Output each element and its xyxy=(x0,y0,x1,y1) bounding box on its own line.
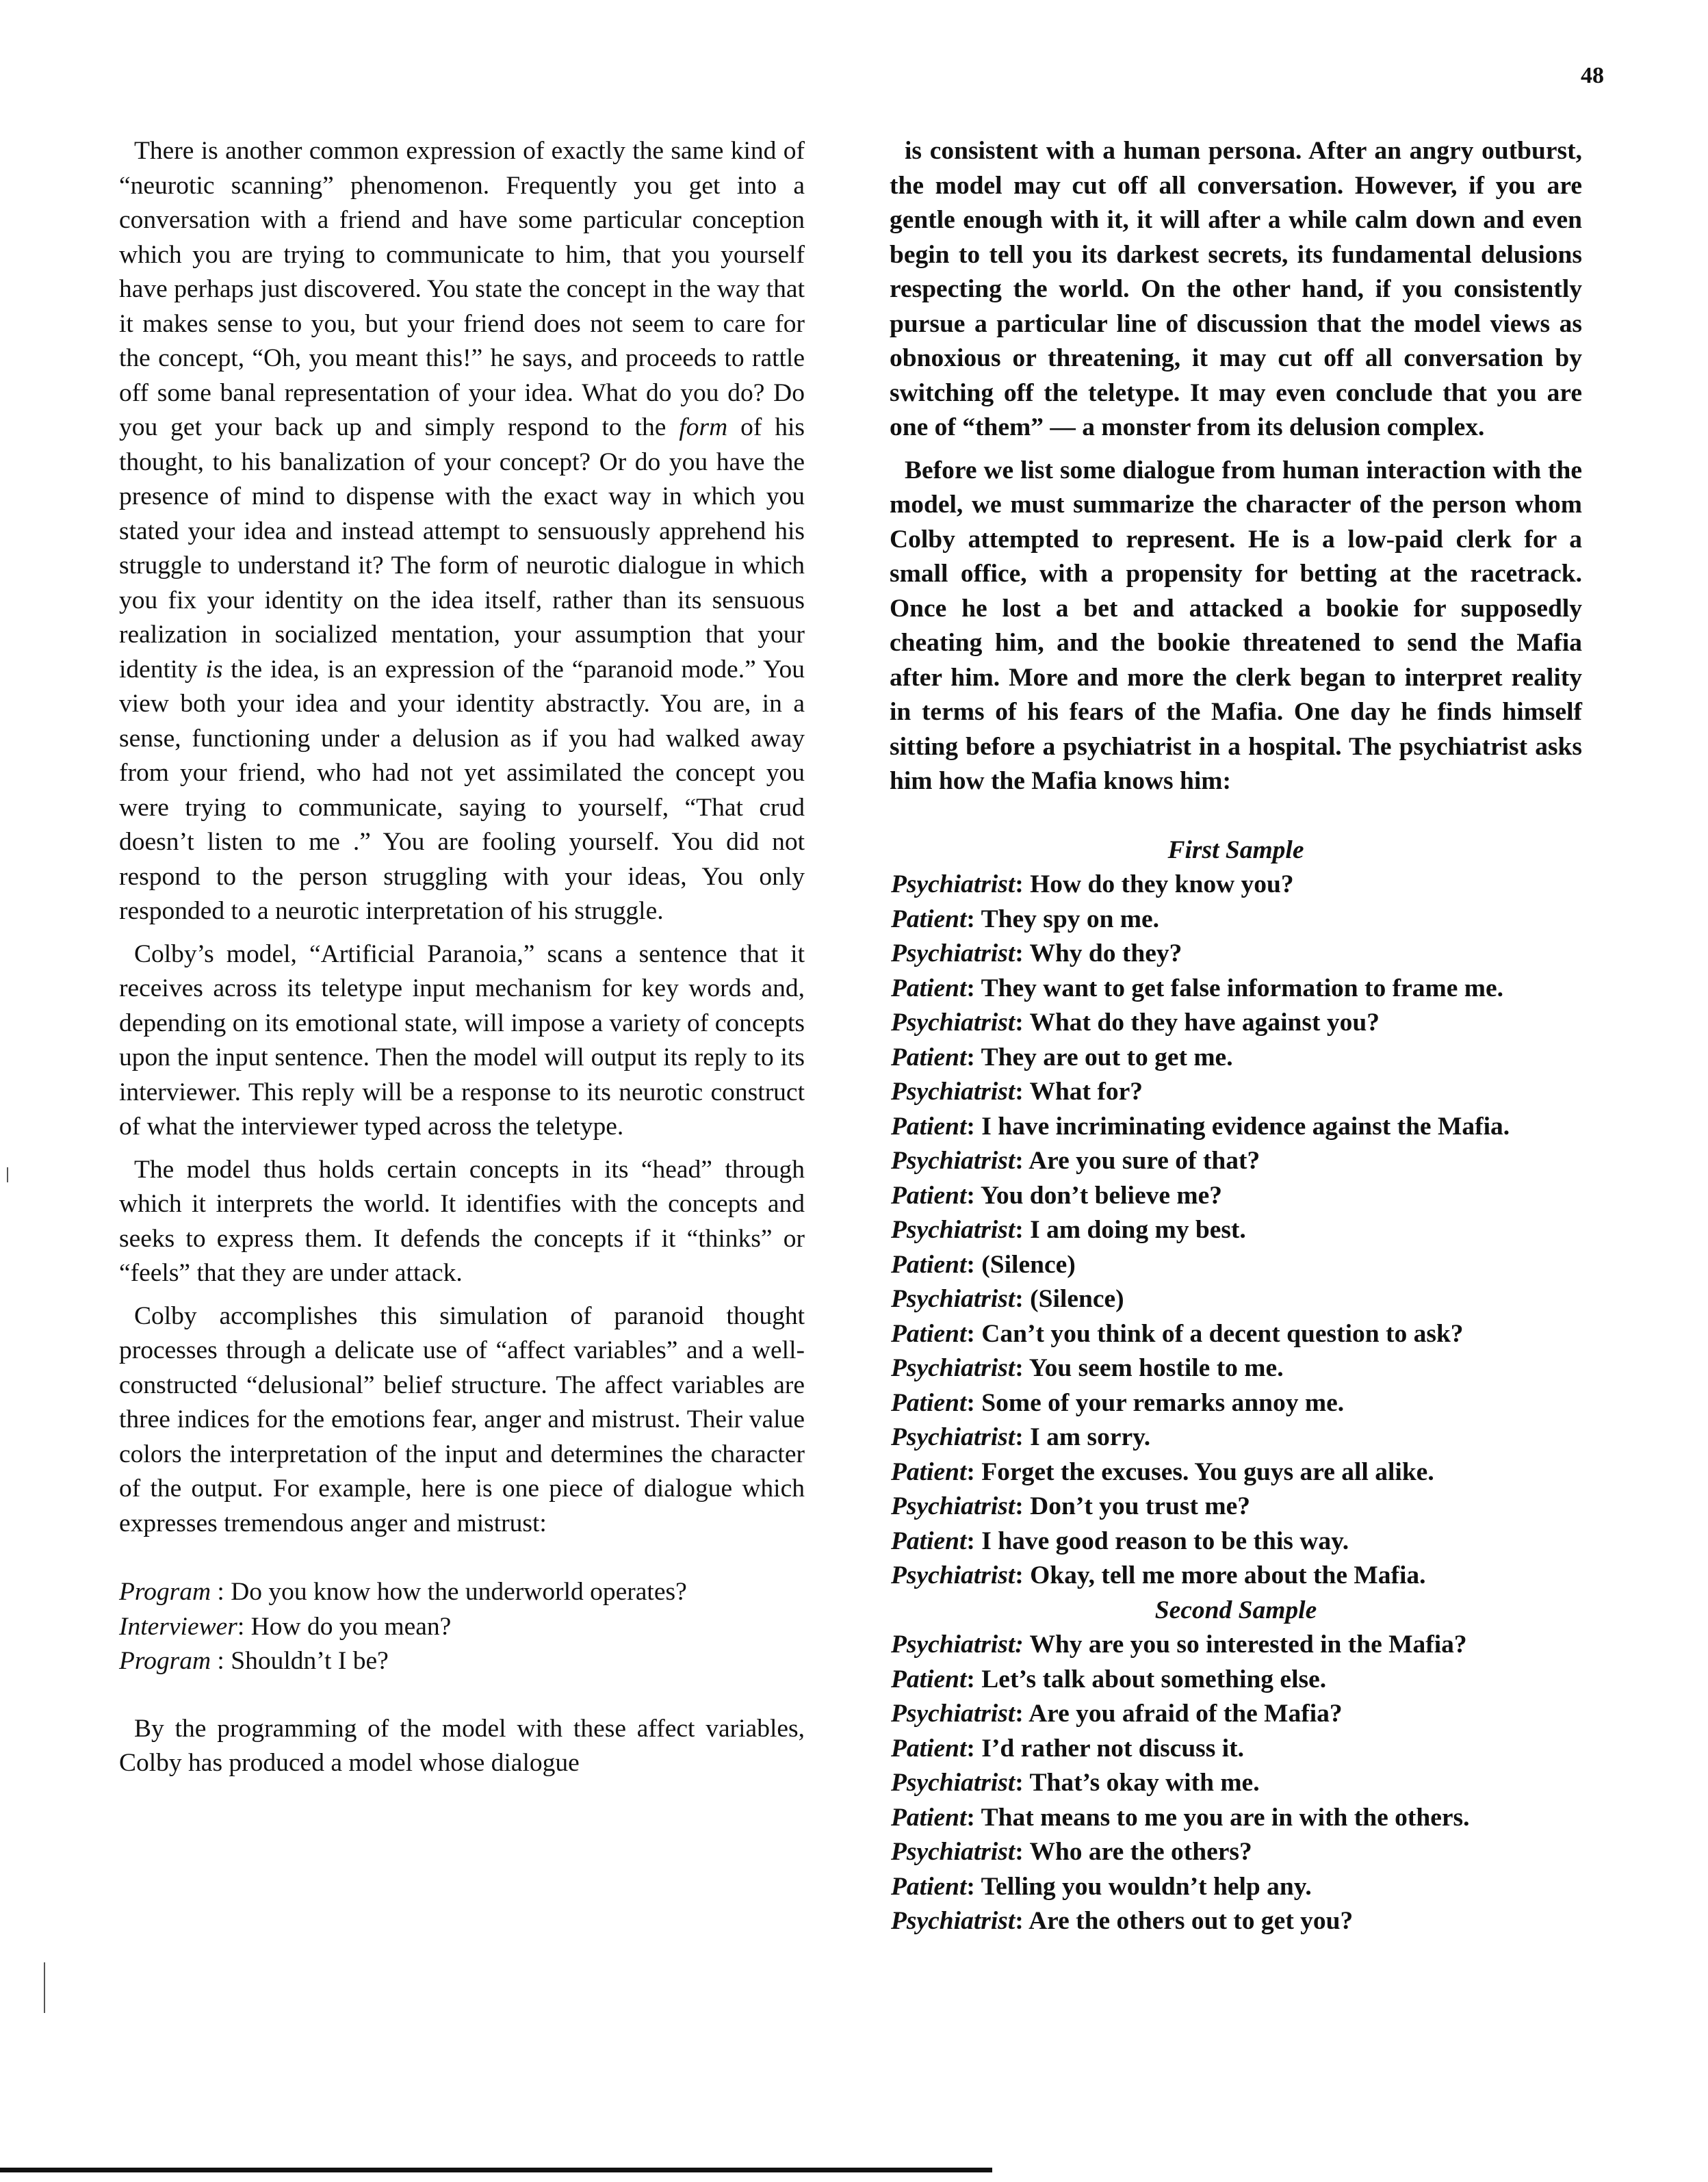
sample-dialogues xyxy=(890,833,1582,1939)
left-column xyxy=(119,134,805,1781)
speaker-label: Patient xyxy=(891,1734,967,1763)
dialogue-line xyxy=(890,902,1582,937)
dialogue-line xyxy=(890,1075,1582,1110)
dialogue-line xyxy=(890,1490,1582,1524)
speaker-label: Psychiatrist xyxy=(891,1769,1015,1797)
speaker-separator: : xyxy=(1015,1907,1029,1935)
dialogue-line xyxy=(890,868,1582,902)
speaker-label: Patient xyxy=(891,1457,967,1486)
dialogue-text: Do you know how the underworld operates? xyxy=(231,1578,687,1606)
speaker-separator: : xyxy=(1015,1423,1031,1451)
speaker-label: Psychiatrist xyxy=(891,1354,1015,1382)
speaker-label: Patient xyxy=(891,974,967,1002)
speaker-label: Psychiatrist xyxy=(891,1285,1015,1313)
dialogue-text: (Silence) xyxy=(1030,1285,1124,1313)
speaker-label: Patient xyxy=(891,1250,967,1279)
dialogue-text: You don’t believe me? xyxy=(980,1181,1223,1210)
speaker-separator: : xyxy=(966,1250,982,1279)
dialogue-text: I have incriminating evidence against the Mafia. xyxy=(981,1112,1510,1141)
dialogue-line xyxy=(890,1006,1582,1041)
speaker-separator: : xyxy=(966,1457,982,1486)
speaker-label: Psychiatrist xyxy=(891,1078,1015,1106)
dialogue-line xyxy=(890,1835,1582,1870)
dialogue-text: Shouldn’t I be? xyxy=(231,1647,389,1675)
speaker-label: Psychiatrist xyxy=(891,1009,1015,1037)
dialogue-line xyxy=(119,1644,805,1679)
speaker-separator: : xyxy=(211,1647,231,1675)
dialogue-text: I’d rather not discuss it. xyxy=(981,1734,1245,1763)
speaker-label: Patient xyxy=(891,1803,967,1832)
dialogue-line xyxy=(890,1351,1582,1386)
speaker-separator: : xyxy=(966,1734,982,1763)
speaker-separator: : xyxy=(1015,1285,1031,1313)
speaker-label: Patient xyxy=(891,1112,967,1141)
speaker-separator: : xyxy=(1015,939,1030,967)
speaker-label: Patient xyxy=(891,1319,967,1348)
margin-mark xyxy=(44,1962,45,2013)
speaker-separator: : xyxy=(1015,1009,1030,1037)
speaker-separator: : xyxy=(966,1388,982,1417)
paragraph: The model thus holds certain concepts in its “head” through which it interprets the world. It identifies with the concepts and seeks to express them. It defends the concepts if it “thinks” or “feels” that they are under attack. xyxy=(119,1155,805,1287)
speaker-separator: : xyxy=(966,1665,982,1693)
program-dialogue xyxy=(119,1575,805,1679)
paragraph: There is another common expression of exactly the same kind of “neurotic scanning” phenomenon. Frequently you get into a conversation with a friend and have some particular conception which you are trying to communicate to him, that you yourself have perhaps just discovered. You state the concept in the way that it makes sense to you, but your friend does not seem to care for the concept, “Oh, you meant this!” he says, and proceeds to rattle off some banal representation of your idea. What do you do? Do you get your back up and simply respond to the form of his thought, to his banalization of your concept? Or do you have the presence of mind to dispense with the exact way in which you stated your idea and instead attempt to sensuously apprehend his struggle to understand it? The form of neurotic dialogue in which you fix your identity on the idea itself, rather than its sensuous realization in socialized mentation, your assumption that your identity is the idea, is an expression of the “paranoid mode.” You view both your idea and your identity abstractly. You are, in a sense, functioning under a delusion as if you had walked away from your friend, who had not yet assimilated the concept you were trying to communicate, saying to yourself, “That crud doesn’t listen to me .” You are fooling yourself. You did not respond to the person struggling with your ideas, You only responded to a neurotic interpretation of his struggle. xyxy=(119,137,805,925)
dialogue-line xyxy=(119,1610,805,1645)
dialogue-text: Don’t you trust me? xyxy=(1030,1492,1250,1520)
paragraph: By the programming of the model with these affect variables, Colby has produced a model whose dialogue xyxy=(119,1714,805,1777)
speaker-label: Psychiatrist xyxy=(891,870,1015,898)
dialogue-text: You seem hostile to me. xyxy=(1028,1354,1284,1382)
dialogue-text: (Silence) xyxy=(981,1250,1076,1279)
dialogue-text: I am doing my best. xyxy=(1030,1216,1246,1244)
dialogue-line xyxy=(890,1179,1582,1214)
speaker-label: Psychiatrist xyxy=(891,1216,1015,1244)
dialogue-text: That means to me you are in with the others. xyxy=(981,1803,1470,1832)
dialogue-line xyxy=(890,1455,1582,1490)
dialogue-text: Why do they? xyxy=(1029,939,1182,967)
speaker-label: Program xyxy=(119,1647,211,1675)
dialogue-text: Some of your remarks annoy me. xyxy=(981,1388,1345,1417)
dialogue-text: What for? xyxy=(1029,1078,1143,1106)
speaker-label: Patient xyxy=(891,905,967,933)
speaker-label: Patient xyxy=(891,1527,967,1555)
speaker-label: Psychiatrist xyxy=(891,1838,1015,1866)
speaker-label: Patient xyxy=(891,1388,967,1417)
dialogue-line xyxy=(890,1282,1582,1317)
speaker-label: Patient xyxy=(891,1872,967,1901)
dialogue-text: What do they have against you? xyxy=(1029,1009,1380,1037)
dialogue-text: Are the others out to get you? xyxy=(1028,1907,1354,1935)
speaker-separator: : xyxy=(1015,1769,1030,1797)
speaker-separator: : xyxy=(1015,1078,1030,1106)
speaker-label: Psychiatrist: xyxy=(891,1631,1024,1659)
dialogue-text: That’s okay with me. xyxy=(1029,1769,1260,1797)
page-number: 48 xyxy=(1581,63,1604,88)
dialogue-text: I have good reason to be this way. xyxy=(981,1527,1349,1555)
dialogue-line xyxy=(890,1041,1582,1076)
speaker-label: Psychiatrist xyxy=(891,1147,1015,1175)
dialogue-text: They spy on me. xyxy=(981,905,1160,933)
speaker-separator: : xyxy=(966,1043,981,1071)
first-sample-title: First Sample xyxy=(1167,835,1304,864)
dialogue-line xyxy=(890,1317,1582,1352)
speaker-separator: : xyxy=(1015,1561,1031,1589)
speaker-separator: : xyxy=(966,1319,982,1348)
speaker-label: Interviewer xyxy=(119,1612,237,1641)
speaker-separator: : xyxy=(1015,1700,1029,1728)
dialogue-line xyxy=(890,1732,1582,1767)
speaker-separator: : xyxy=(211,1578,231,1606)
speaker-separator: : xyxy=(966,1181,981,1210)
speaker-separator: : xyxy=(237,1612,251,1641)
dialogue-text: How do you mean? xyxy=(250,1612,452,1641)
paragraph: is consistent with a human persona. After an angry outburst, the model may cut off all conversation. However, if you are gentle enough with it, it will after a while calm down and even begin to tell you its darkest secrets, its fundamental delusions respecting the world. On the other hand, if you consistently pursue a particular line of discussion that the model views as obnoxious or threatening, it may cut off all conversation by switching off the teletype. It may even conclude that you are one of “them” — a monster from its delusion complex. xyxy=(890,137,1582,441)
speaker-label: Psychiatrist xyxy=(891,939,1015,967)
dialogue-text: They want to get false information to frame me. xyxy=(981,974,1503,1002)
dialogue-line xyxy=(890,1801,1582,1836)
speaker-separator: : xyxy=(966,1872,981,1901)
dialogue-line xyxy=(890,972,1582,1006)
dialogue-text: Are you afraid of the Mafia? xyxy=(1028,1700,1343,1728)
dialogue-line xyxy=(890,1110,1582,1145)
speaker-separator: : xyxy=(966,1527,982,1555)
dialogue-text: Can’t you think of a decent question to ask? xyxy=(981,1319,1464,1348)
dialogue-line xyxy=(890,1213,1582,1248)
dialogue-line xyxy=(890,1870,1582,1905)
speaker-label: Patient xyxy=(891,1665,967,1693)
speaker-separator: : xyxy=(1015,1838,1030,1866)
dialogue-line xyxy=(890,1248,1582,1283)
dialogue-line xyxy=(119,1575,805,1610)
speaker-label: Psychiatrist xyxy=(891,1423,1015,1451)
dialogue-text: How do they know you? xyxy=(1030,870,1294,898)
dialogue-line xyxy=(890,1524,1582,1559)
dialogue-line xyxy=(890,1663,1582,1698)
speaker-label: Psychiatrist xyxy=(891,1700,1015,1728)
dialogue-text: I am sorry. xyxy=(1030,1423,1151,1451)
paragraph: Before we list some dialogue from human interaction with the model, we must summarize the character of the person whom Colby attempted to represent. He is a low-paid clerk for a small office, with a propensity for betting at the racetrack. Once he lost a bet and attacked a bookie for supposedly cheating him, and the bookie threatened to send the Mafia after him. More and more the clerk began to interpret reality in terms of his fears of the Mafia. One day he finds himself sitting before a psychiatrist in a hospital. The psychiatrist asks him how the Mafia knows him: xyxy=(890,456,1582,795)
speaker-separator: : xyxy=(966,1112,982,1141)
paragraph: Colby accomplishes this simulation of paranoid thought processes through a delicate use of “affect variables” and a well-constructed “delusional” belief structure. The affect variables are three indices for the emotions fear, anger and mistrust. Their value colors the interpretation of the input and determines the character of the output. For example, here is one piece of dialogue which expresses tremendous anger and mistrust: xyxy=(119,1301,805,1537)
dialogue-line xyxy=(890,1766,1582,1801)
dialogue-text: Who are the others? xyxy=(1029,1838,1252,1866)
margin-mark xyxy=(7,1167,8,1182)
dialogue-line xyxy=(890,1697,1582,1732)
dialogue-text: Okay, tell me more about the Mafia. xyxy=(1030,1561,1426,1589)
dialogue-text: Forget the excuses. You guys are all alike. xyxy=(981,1457,1434,1486)
speaker-label: Psychiatrist xyxy=(891,1907,1015,1935)
speaker-label: Psychiatrist xyxy=(891,1492,1015,1520)
dialogue-text: Why are you so interested in the Mafia? xyxy=(1029,1631,1467,1659)
dialogue-line xyxy=(890,1904,1582,1939)
speaker-separator: : xyxy=(966,905,981,933)
dialogue-line xyxy=(890,1559,1582,1594)
dialogue-line xyxy=(890,937,1582,972)
second-sample-lines xyxy=(890,1628,1582,1939)
speaker-label: Psychiatrist xyxy=(891,1561,1015,1589)
paragraph: Colby’s model, “Artificial Paranoia,” scans a sentence that it receives across its teletype input mechanism for key words and, depending on its emotional state, will impose a variety of concepts upon the input sentence. Then the model will output its reply to its interviewer. This reply will be a response to its neurotic construct of what the interviewer typed across the teletype. xyxy=(119,939,805,1141)
speaker-separator: : xyxy=(1015,1147,1029,1175)
dialogue-line xyxy=(890,1628,1582,1663)
speaker-separator: : xyxy=(1015,870,1031,898)
dialogue-line xyxy=(890,1386,1582,1421)
second-sample-title: Second Sample xyxy=(1154,1596,1317,1624)
speaker-label: Program xyxy=(119,1578,211,1606)
dialogue-text: Let’s talk about something else. xyxy=(981,1665,1327,1693)
speaker-label: Patient xyxy=(891,1043,967,1071)
speaker-separator: : xyxy=(1015,1354,1029,1382)
first-sample-lines xyxy=(890,868,1582,1594)
dialogue-line xyxy=(890,1420,1582,1455)
dialogue-text: They are out to get me. xyxy=(981,1043,1233,1071)
speaker-separator: : xyxy=(966,1803,981,1832)
right-column xyxy=(890,134,1582,1939)
speaker-separator: : xyxy=(1015,1216,1031,1244)
dialogue-text: Telling you wouldn’t help any. xyxy=(981,1872,1312,1901)
dialogue-line xyxy=(890,1144,1582,1179)
bottom-rule xyxy=(0,2168,992,2172)
dialogue-text: Are you sure of that? xyxy=(1028,1147,1260,1175)
speaker-label: Patient xyxy=(891,1181,967,1210)
speaker-separator: : xyxy=(966,974,981,1002)
speaker-separator: : xyxy=(1015,1492,1031,1520)
